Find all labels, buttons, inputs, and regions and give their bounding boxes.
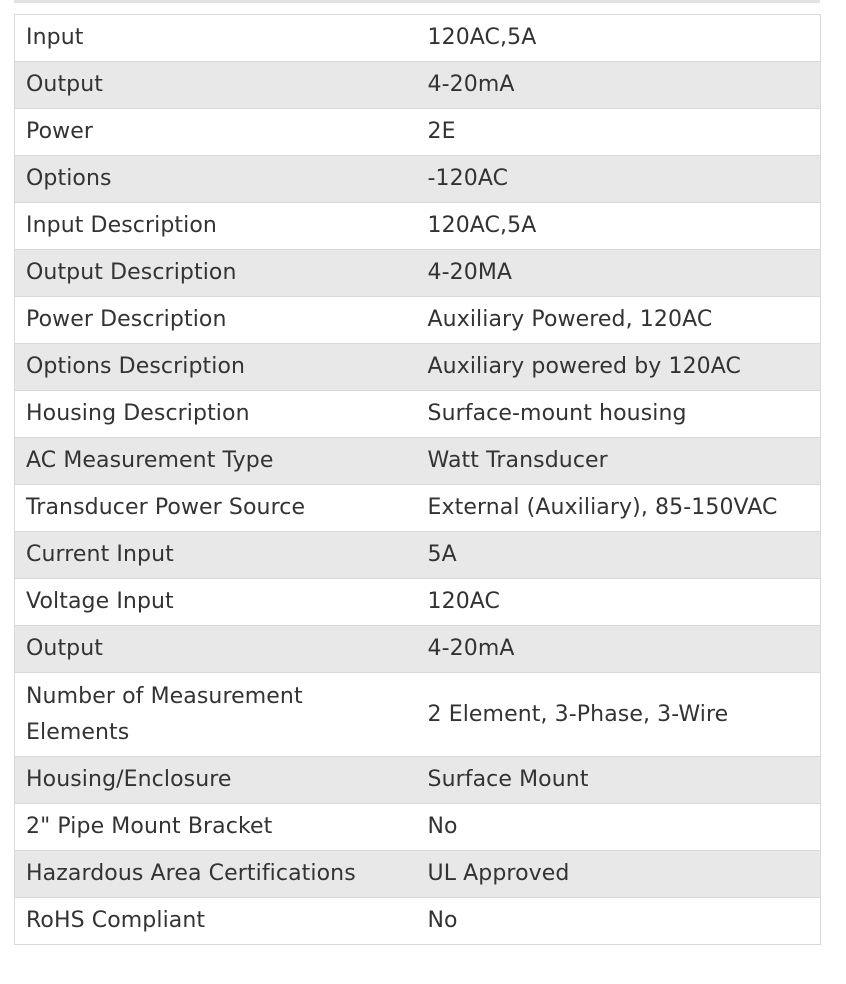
spec-value: 4-20MA <box>416 250 821 297</box>
spec-label: Options <box>15 156 416 203</box>
spec-label: Voltage Input <box>15 579 416 626</box>
spec-value: 2E <box>416 109 821 156</box>
spec-label: Transducer Power Source <box>15 485 416 532</box>
spec-value: Surface Mount <box>416 757 821 804</box>
spec-label: Options Description <box>15 344 416 391</box>
spec-value: Auxiliary Powered, 120AC <box>416 297 821 344</box>
spec-value: No <box>416 804 821 851</box>
table-row <box>15 156 821 203</box>
spec-label: Power <box>15 109 416 156</box>
table-row <box>15 297 821 344</box>
table-row <box>15 626 821 673</box>
spec-label: Housing/Enclosure <box>15 757 416 804</box>
spec-value: External (Auxiliary), 85-150VAC <box>416 485 821 532</box>
spec-label: AC Measurement Type <box>15 438 416 485</box>
table-row <box>15 62 821 109</box>
spec-value: Watt Transducer <box>416 438 821 485</box>
spec-value: Auxiliary powered by 120AC <box>416 344 821 391</box>
table-row <box>15 757 821 804</box>
spec-label: Input <box>15 15 416 62</box>
spec-value: No <box>416 898 821 945</box>
spec-value: 120AC,5A <box>416 15 821 62</box>
spec-value: 120AC,5A <box>416 203 821 250</box>
spec-label: Output Description <box>15 250 416 297</box>
spec-value: UL Approved <box>416 851 821 898</box>
spec-label: Number of Measurement Elements <box>15 673 416 757</box>
spec-label: Input Description <box>15 203 416 250</box>
spec-label: Output <box>15 62 416 109</box>
spec-value: 4-20mA <box>416 626 821 673</box>
spec-label: 2" Pipe Mount Bracket <box>15 804 416 851</box>
table-row <box>15 851 821 898</box>
spec-value: -120AC <box>416 156 821 203</box>
table-row <box>15 438 821 485</box>
spec-value: 2 Element, 3-Phase, 3-Wire <box>416 673 821 757</box>
table-row <box>15 804 821 851</box>
spec-label: RoHS Compliant <box>15 898 416 945</box>
table-row <box>15 898 821 945</box>
spec-value: 120AC <box>416 579 821 626</box>
spec-value: 5A <box>416 532 821 579</box>
spec-label: Hazardous Area Certifications <box>15 851 416 898</box>
table-row <box>15 344 821 391</box>
table-row <box>15 673 821 757</box>
table-row <box>15 109 821 156</box>
table-row <box>15 579 821 626</box>
table-row <box>15 203 821 250</box>
top-divider <box>14 0 820 3</box>
spec-value: 4-20mA <box>416 62 821 109</box>
spec-label: Housing Description <box>15 391 416 438</box>
specifications-table <box>14 14 821 945</box>
spec-label: Power Description <box>15 297 416 344</box>
table-row <box>15 485 821 532</box>
table-row <box>15 250 821 297</box>
table-row <box>15 15 821 62</box>
table-row <box>15 391 821 438</box>
spec-label: Output <box>15 626 416 673</box>
spec-value: Surface-mount housing <box>416 391 821 438</box>
table-row <box>15 532 821 579</box>
spec-label: Current Input <box>15 532 416 579</box>
